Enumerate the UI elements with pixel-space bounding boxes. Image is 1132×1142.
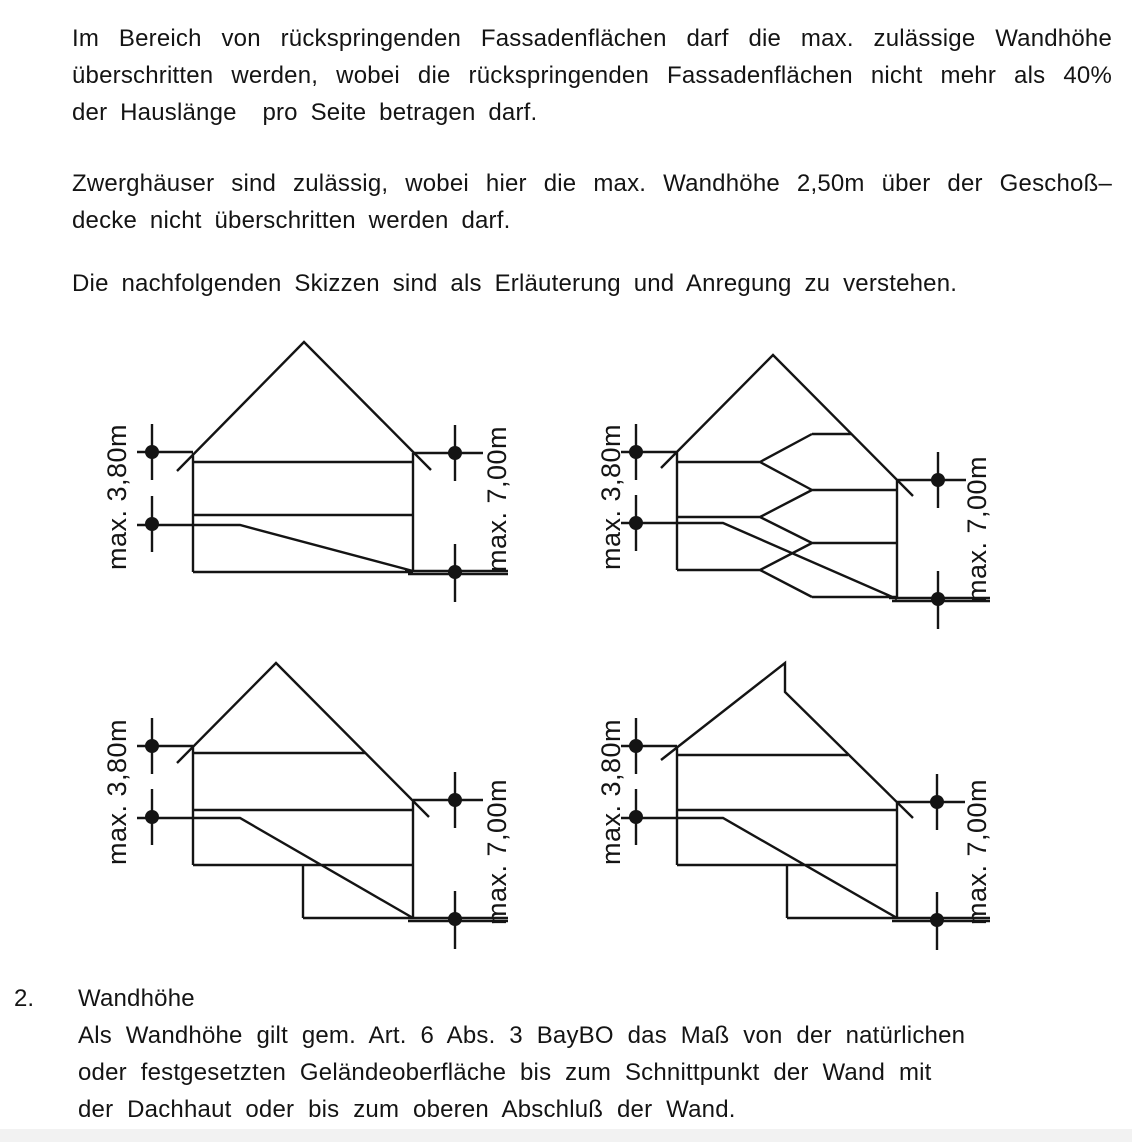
paragraph-line: Zwerghäuser sind zulässig, wobei hier die max. Wandhöhe 2,50m über der Geschoß– [72,170,1112,197]
scan-edge-strip [0,1129,1132,1142]
dimension-marker-dot [448,565,462,579]
dimension-label-left: max. 3,80m [596,718,626,865]
dimension-marker-dot [629,516,643,530]
dimension-marker-dot [145,739,159,753]
sketch-lines [621,355,990,629]
dimension-label-right: max. 7,00m [482,425,512,572]
dimension-marker-dot [448,912,462,926]
sketch-top-right [596,355,992,629]
paragraph-line: Die nachfolgenden Skizzen sind als Erläuterung und Anregung zu verstehen. [72,270,958,297]
paragraph-line: der Hauslänge pro Seite betragen darf. [72,99,538,126]
dimension-marker-dot [145,445,159,459]
section-number: 2. [14,985,35,1012]
paragraph-line: überschritten werden, wobei die rückspringenden Fassadenflächen nicht mehr als 40% [72,62,1112,89]
dimension-label-right: max. 7,00m [962,455,992,602]
intro-paragraph-1 [72,20,1112,131]
dimension-marker-dot [930,913,944,927]
dimension-marker-dot [629,445,643,459]
dimension-marker-dot [448,446,462,460]
sketch-top-left [102,342,512,602]
dimension-marker-dot [629,810,643,824]
dimension-label-right: max. 7,00m [482,778,512,925]
paragraph-line: oder festgesetzten Geländeoberfläche bis zum Schnittpunkt der Wand mit [78,1059,932,1086]
sketch-bottom-left [102,663,512,949]
wall-height-sketches [0,330,1132,970]
dimension-marker-dot [145,517,159,531]
dimension-label-left: max. 3,80m [102,423,132,570]
paragraph-line: der Dachhaut oder bis zum oberen Abschluß der Wand. [78,1096,736,1123]
section-title: Wandhöhe [78,985,195,1012]
paragraph-line: Im Bereich von rückspringenden Fassadenflächen darf die max. zulässige Wandhöhe [72,25,1112,52]
section-2-wandhoehe [78,980,1088,1128]
dimension-marker-dot [930,795,944,809]
sketch-lines [137,342,508,602]
dimension-label-right: max. 7,00m [962,778,992,925]
dimension-marker-dot [629,739,643,753]
dimension-label-left: max. 3,80m [102,718,132,865]
dimension-marker-dot [145,810,159,824]
intro-paragraph-2 [72,165,1112,239]
intro-paragraph-3 [72,265,1112,302]
dimension-marker-dot [931,473,945,487]
dimension-marker-dot [448,793,462,807]
dimension-marker-dot [931,592,945,606]
dimension-label-left: max. 3,80m [596,423,626,570]
paragraph-line: decke nicht überschritten werden darf. [72,207,511,234]
paragraph-line: Als Wandhöhe gilt gem. Art. 6 Abs. 3 BayBO das Maß von der natürlichen [78,1022,966,1049]
sketch-bottom-right [596,663,992,950]
